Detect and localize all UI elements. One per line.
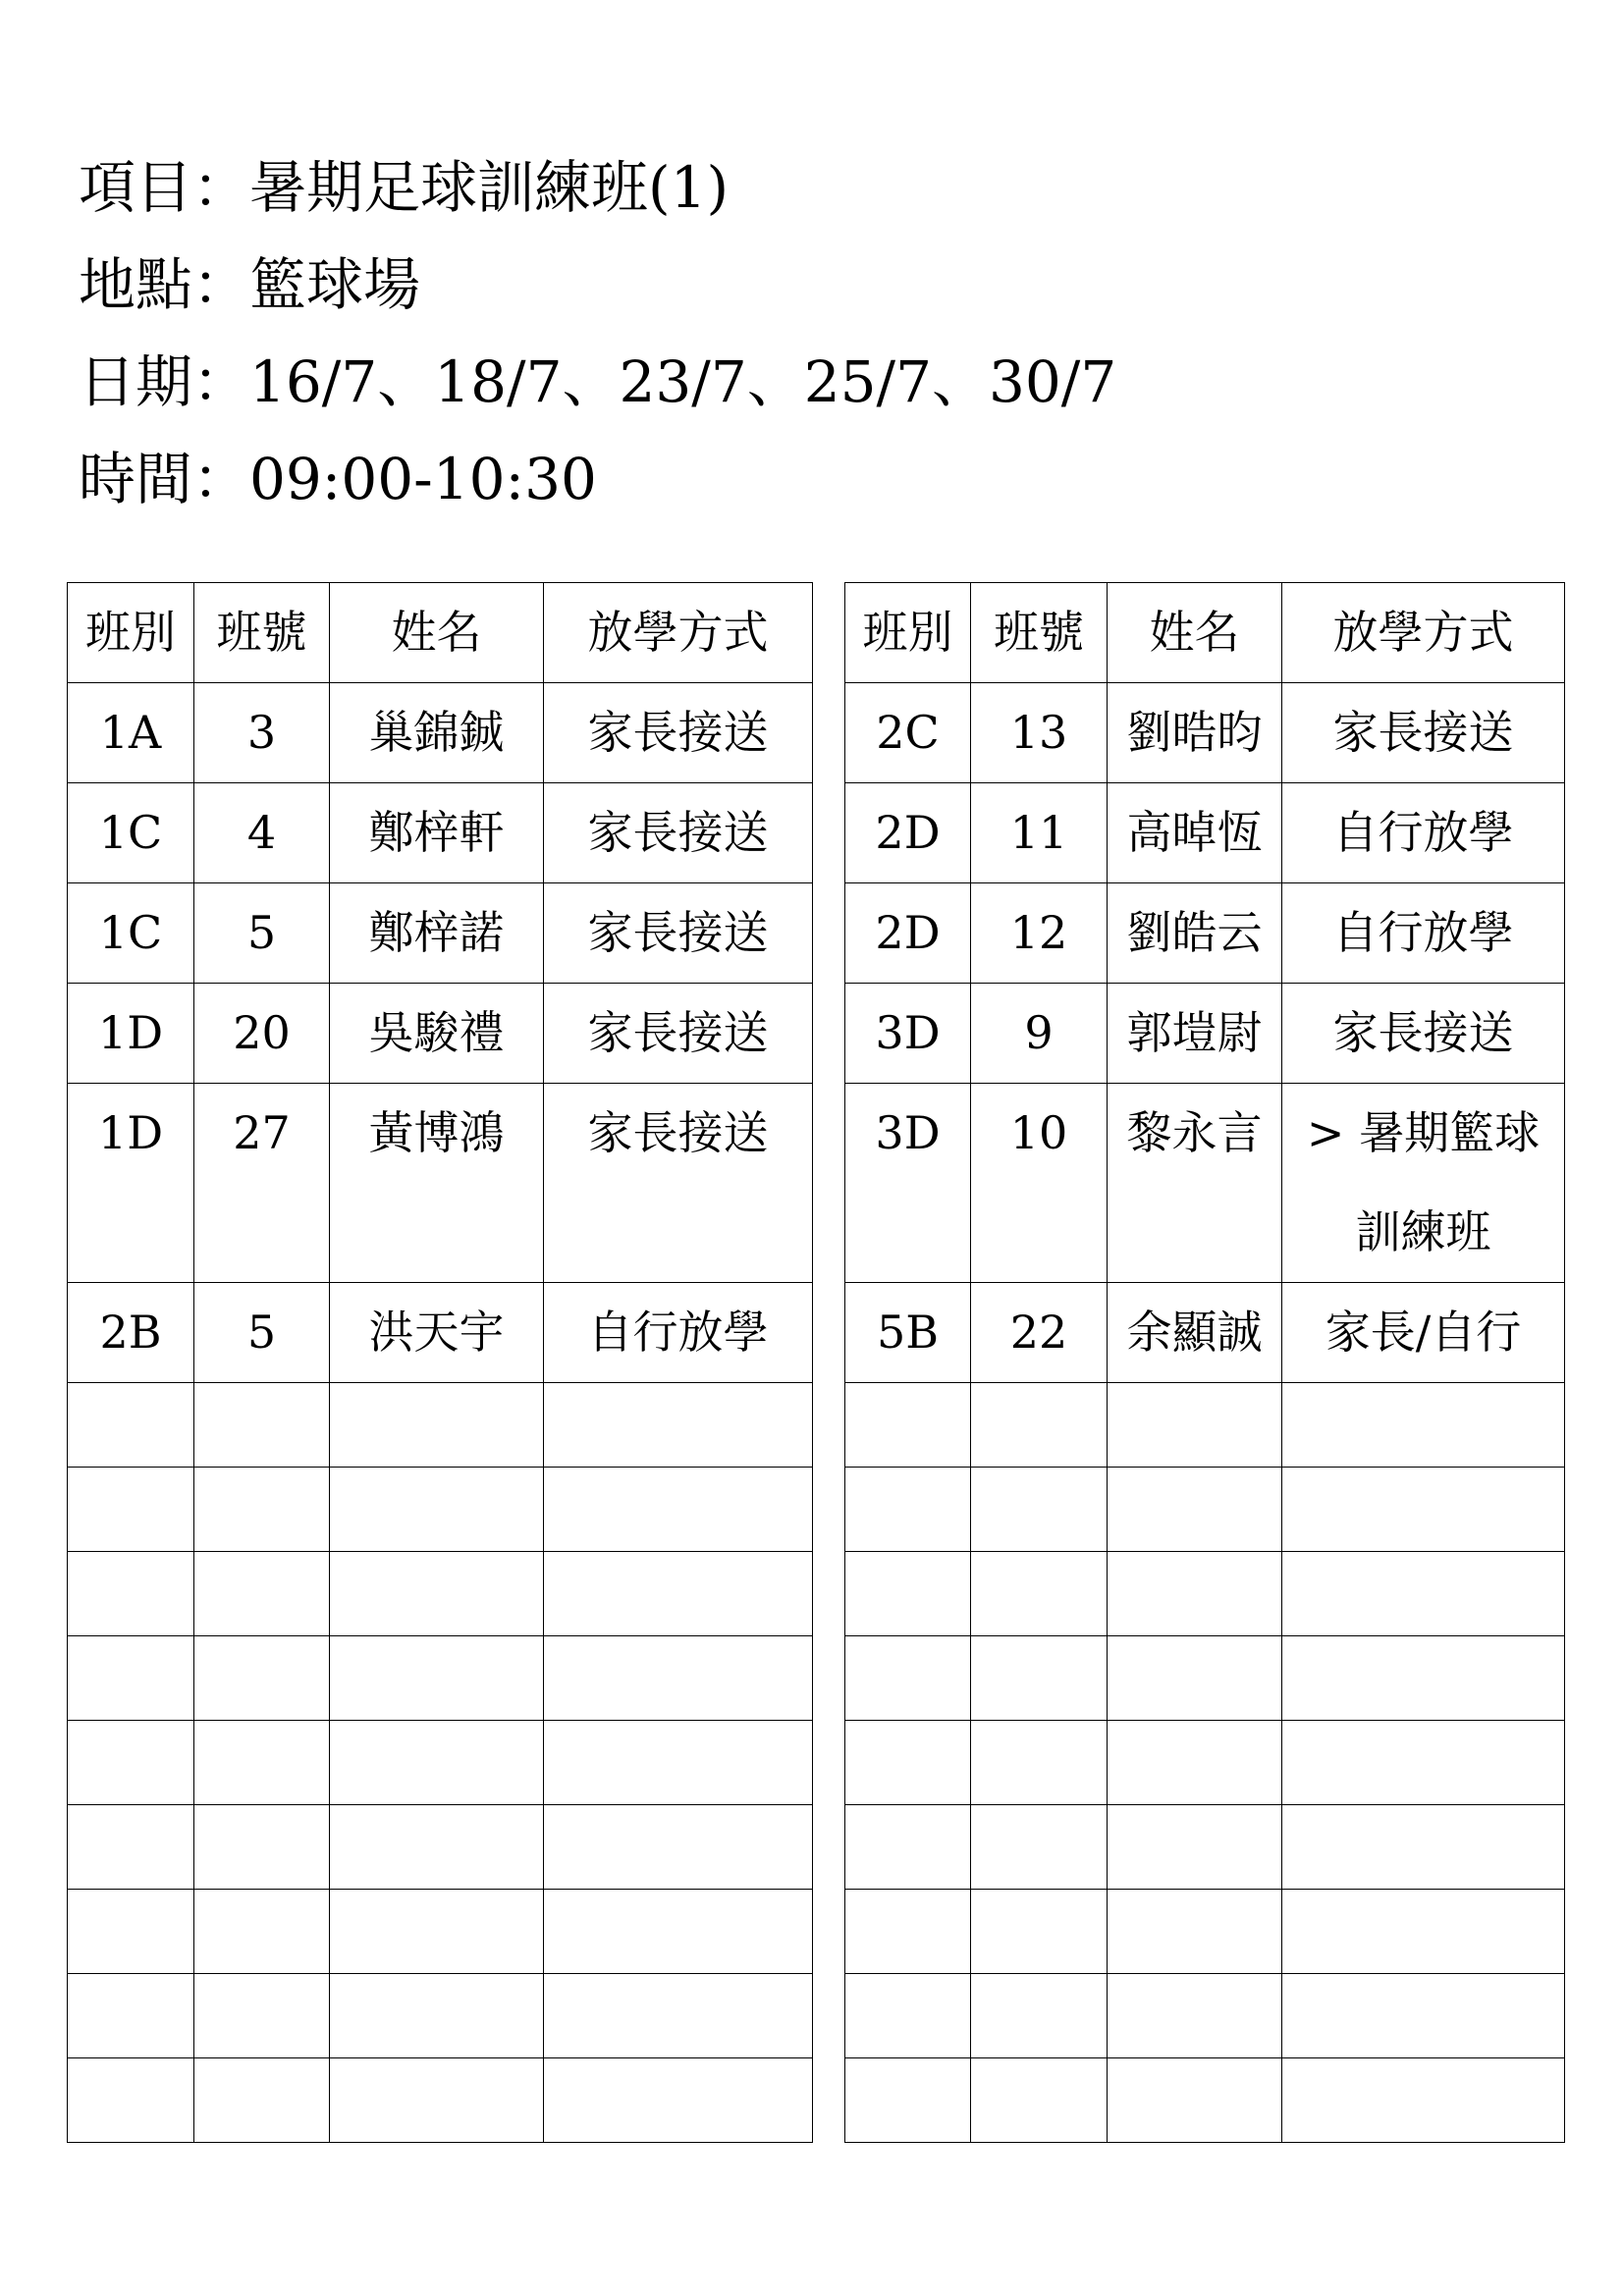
- empty-cell: [194, 2058, 330, 2143]
- empty-cell: [1108, 1890, 1282, 1974]
- number-cell: 5: [194, 883, 330, 984]
- empty-row: [845, 1721, 1565, 1805]
- empty-cell: [845, 1552, 971, 1636]
- empty-row: [68, 1721, 813, 1805]
- empty-row: [845, 1383, 1565, 1468]
- empty-cell: [68, 1805, 194, 1890]
- table-row: [68, 683, 813, 783]
- number-cell: 22: [971, 1283, 1108, 1383]
- empty-cell: [1282, 1805, 1565, 1890]
- empty-row: [68, 1383, 813, 1468]
- empty-cell: [544, 1552, 813, 1636]
- table-row: [68, 984, 813, 1084]
- dismissal-cell: 家長接送: [1282, 683, 1565, 783]
- name-cell: 余顯誠: [1108, 1283, 1282, 1383]
- table-row: [68, 1084, 813, 1283]
- empty-cell: [1282, 1468, 1565, 1552]
- empty-row: [845, 1468, 1565, 1552]
- empty-cell: [544, 1468, 813, 1552]
- name-cell: 郭塏尉: [1108, 984, 1282, 1084]
- empty-row: [68, 1552, 813, 1636]
- header-row: [68, 583, 813, 683]
- dismissal-line-1: > 暑期籃球: [1306, 1106, 1541, 1159]
- table-row: [68, 783, 813, 883]
- empty-row: [845, 1552, 1565, 1636]
- col-header-name: 姓名: [330, 583, 544, 683]
- name-cell: 吳駿禮: [330, 984, 544, 1084]
- number-cell: 3: [194, 683, 330, 783]
- empty-cell: [1282, 2058, 1565, 2143]
- name-cell: 黎永言: [1108, 1084, 1282, 1283]
- empty-row: [845, 1890, 1565, 1974]
- dismissal-cell: 家長接送: [1282, 984, 1565, 1084]
- empty-cell: [971, 1383, 1108, 1468]
- number-cell: 10: [971, 1084, 1108, 1283]
- col-header-number: 班號: [194, 583, 330, 683]
- dismissal-line-2: 訓練班: [1355, 1205, 1491, 1258]
- number-cell: 4: [194, 783, 330, 883]
- empty-cell: [544, 1890, 813, 1974]
- dismissal-cell: 自行放學: [544, 1283, 813, 1383]
- empty-cell: [544, 1383, 813, 1468]
- empty-cell: [330, 1721, 544, 1805]
- table-row: [845, 1283, 1565, 1383]
- dismissal-cell: 自行放學: [1282, 783, 1565, 883]
- empty-row: [68, 1636, 813, 1721]
- empty-cell: [971, 1721, 1108, 1805]
- empty-cell: [1108, 1974, 1282, 2058]
- empty-row: [845, 2058, 1565, 2143]
- empty-cell: [1108, 1468, 1282, 1552]
- empty-row: [68, 1805, 813, 1890]
- class-cell: 5B: [845, 1283, 971, 1383]
- number-cell: 5: [194, 1283, 330, 1383]
- empty-cell: [68, 1468, 194, 1552]
- class-cell: 2D: [845, 883, 971, 984]
- empty-cell: [1108, 1805, 1282, 1890]
- empty-cell: [971, 1636, 1108, 1721]
- empty-cell: [845, 1636, 971, 1721]
- empty-row: [68, 1890, 813, 1974]
- empty-cell: [971, 1552, 1108, 1636]
- table-row: [845, 984, 1565, 1084]
- name-cell: 劉晧昀: [1108, 683, 1282, 783]
- name-cell: 高晫恆: [1108, 783, 1282, 883]
- empty-row: [68, 2058, 813, 2143]
- empty-cell: [68, 1890, 194, 1974]
- empty-cell: [1108, 1636, 1282, 1721]
- empty-row: [68, 1468, 813, 1552]
- class-cell: 3D: [845, 984, 971, 1084]
- name-cell: 巢錦鋮: [330, 683, 544, 783]
- empty-cell: [971, 2058, 1108, 2143]
- empty-cell: [845, 1890, 971, 1974]
- header-row: [845, 583, 1565, 683]
- empty-cell: [68, 1974, 194, 2058]
- dismissal-cell: 家長接送: [544, 883, 813, 984]
- table-row: [845, 683, 1565, 783]
- dates-line: 日期：16/7、18/7、23/7、25/7、30/7: [79, 348, 1117, 415]
- dismissal-cell: [1282, 1084, 1565, 1283]
- empty-row: [845, 1805, 1565, 1890]
- empty-cell: [544, 2058, 813, 2143]
- empty-cell: [845, 1974, 971, 2058]
- name-cell: 鄭梓諾: [330, 883, 544, 984]
- name-cell: 黃博鴻: [330, 1084, 544, 1283]
- empty-cell: [845, 1468, 971, 1552]
- number-cell: 9: [971, 984, 1108, 1084]
- col-header-dismissal: 放學方式: [544, 583, 813, 683]
- empty-cell: [194, 1721, 330, 1805]
- empty-cell: [544, 1721, 813, 1805]
- empty-cell: [971, 1805, 1108, 1890]
- empty-cell: [1108, 2058, 1282, 2143]
- col-header-class: 班別: [845, 583, 971, 683]
- class-cell: 1A: [68, 683, 194, 783]
- class-cell: 2B: [68, 1283, 194, 1383]
- empty-cell: [68, 1552, 194, 1636]
- class-cell: 2D: [845, 783, 971, 883]
- class-cell: 1C: [68, 883, 194, 984]
- roster-table-left: [67, 582, 813, 2143]
- empty-cell: [330, 1805, 544, 1890]
- project-line: 項目：暑期足球訓練班(1): [79, 154, 730, 221]
- empty-cell: [194, 1552, 330, 1636]
- empty-cell: [971, 1974, 1108, 2058]
- empty-cell: [68, 1383, 194, 1468]
- col-header-class: 班別: [68, 583, 194, 683]
- empty-cell: [1108, 1383, 1282, 1468]
- dismissal-cell: 家長接送: [544, 984, 813, 1084]
- empty-cell: [845, 1805, 971, 1890]
- table-row: [68, 883, 813, 984]
- name-cell: 洪天宇: [330, 1283, 544, 1383]
- empty-cell: [68, 1721, 194, 1805]
- location-line: 地點：籃球場: [79, 251, 421, 318]
- empty-cell: [194, 1805, 330, 1890]
- empty-cell: [1282, 1552, 1565, 1636]
- number-cell: 12: [971, 883, 1108, 984]
- empty-cell: [845, 1721, 971, 1805]
- empty-cell: [330, 1383, 544, 1468]
- empty-row: [68, 1974, 813, 2058]
- empty-cell: [330, 2058, 544, 2143]
- empty-cell: [68, 1636, 194, 1721]
- dismissal-cell: 家長接送: [544, 683, 813, 783]
- empty-cell: [544, 1805, 813, 1890]
- table-row: [845, 883, 1565, 984]
- col-header-number: 班號: [971, 583, 1108, 683]
- number-cell: 13: [971, 683, 1108, 783]
- dismissal-cell: 家長接送: [544, 1084, 813, 1283]
- name-cell: 劉皓云: [1108, 883, 1282, 984]
- table-row: [845, 1084, 1565, 1283]
- class-cell: 3D: [845, 1084, 971, 1283]
- empty-cell: [68, 2058, 194, 2143]
- class-cell: 1D: [68, 984, 194, 1084]
- empty-cell: [1108, 1552, 1282, 1636]
- empty-cell: [971, 1468, 1108, 1552]
- empty-cell: [330, 1552, 544, 1636]
- empty-cell: [194, 1468, 330, 1552]
- empty-cell: [194, 1890, 330, 1974]
- class-cell: 1D: [68, 1084, 194, 1283]
- empty-cell: [971, 1890, 1108, 1974]
- class-cell: 2C: [845, 683, 971, 783]
- empty-cell: [1282, 1721, 1565, 1805]
- col-header-name: 姓名: [1108, 583, 1282, 683]
- empty-cell: [1282, 1636, 1565, 1721]
- time-line: 時間：09:00-10:30: [79, 446, 597, 512]
- number-cell: 27: [194, 1084, 330, 1283]
- empty-row: [845, 1974, 1565, 2058]
- empty-cell: [1282, 1383, 1565, 1468]
- empty-row: [845, 1636, 1565, 1721]
- dismissal-cell: 自行放學: [1282, 883, 1565, 984]
- dismissal-cell: 家長接送: [544, 783, 813, 883]
- table-row: [68, 1283, 813, 1383]
- empty-cell: [845, 1383, 971, 1468]
- empty-cell: [330, 1636, 544, 1721]
- empty-cell: [330, 1974, 544, 2058]
- col-header-dismissal: 放學方式: [1282, 583, 1565, 683]
- roster-table-right: [844, 582, 1565, 2143]
- empty-cell: [1108, 1721, 1282, 1805]
- table-row: [845, 783, 1565, 883]
- empty-cell: [194, 1383, 330, 1468]
- empty-cell: [330, 1468, 544, 1552]
- name-cell: 鄭梓軒: [330, 783, 544, 883]
- class-cell: 1C: [68, 783, 194, 883]
- dismissal-cell: 家長/自行: [1282, 1283, 1565, 1383]
- empty-cell: [194, 1636, 330, 1721]
- number-cell: 11: [971, 783, 1108, 883]
- empty-cell: [544, 1636, 813, 1721]
- empty-cell: [544, 1974, 813, 2058]
- header: [79, 147, 1116, 536]
- empty-cell: [1282, 1974, 1565, 2058]
- empty-cell: [330, 1890, 544, 1974]
- empty-cell: [845, 2058, 971, 2143]
- empty-cell: [194, 1974, 330, 2058]
- empty-cell: [1282, 1890, 1565, 1974]
- number-cell: 20: [194, 984, 330, 1084]
